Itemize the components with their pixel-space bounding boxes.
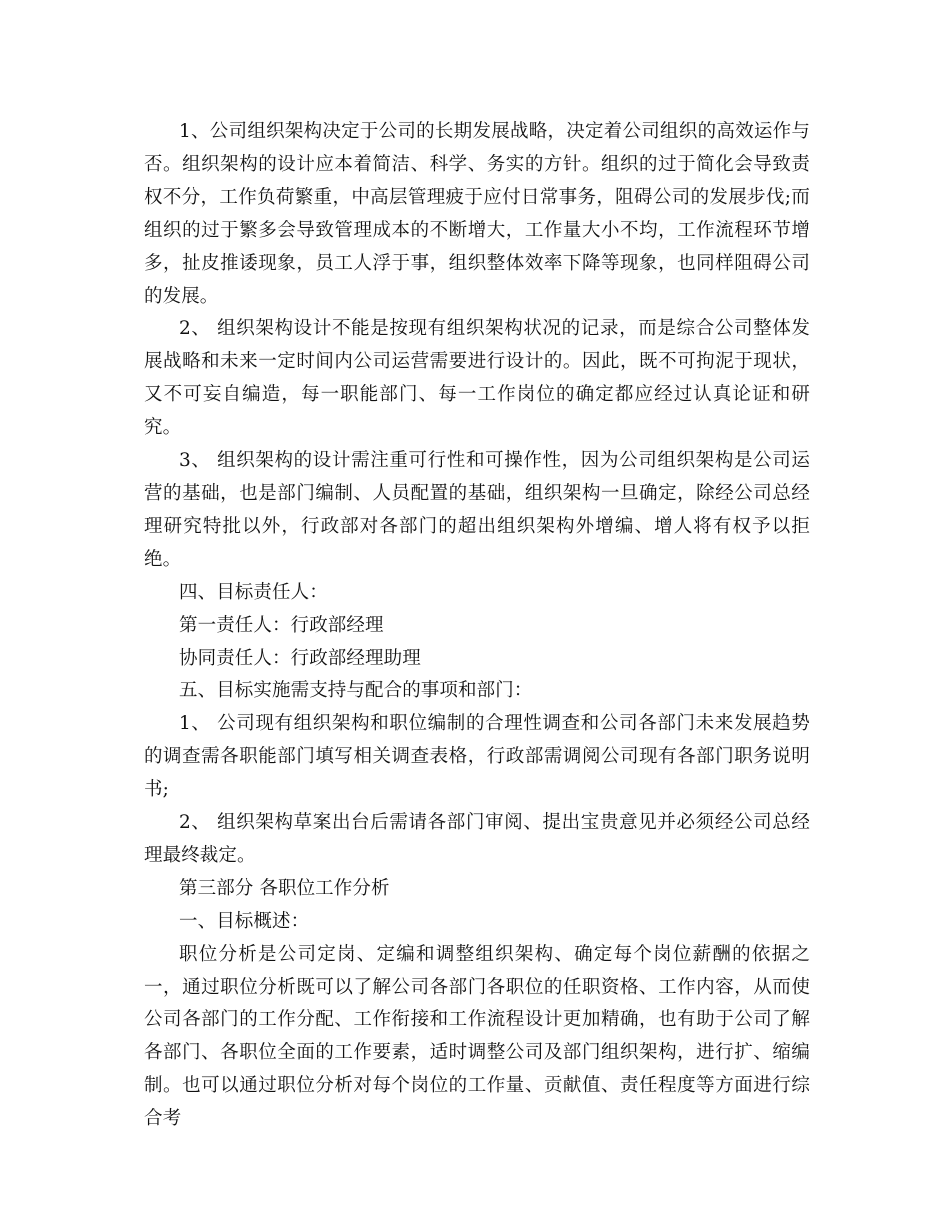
- paragraph-design-basis: 2、 组织架构设计不能是按现有组织架构状况的记录，而是综合公司整体发展战略和未来一定时间内公司运营需要进行设计的。因此，既不可拘泥于现状，又不可妄自编造，每一职能部门、每一工作岗位的确定都应经过认真论证和研究。: [144, 318, 810, 439]
- paragraph-org-strategy: 1、公司组织架构决定于公司的长期发展战略，决定着公司组织的高效运作与否。组织架构的设计应本着简洁、科学、务实的方针。组织的过于简化会导致责权不分，工作负荷繁重，中高层管理疲于应付日常事务，阻碍公司的发展步伐;而组织的过于繁多会导致管理成本的不断增大，工作量大小不均，工作流程环节增多，扯皮推诿现象，员工人浮于事，组织整体效率下降等现象，也同样阻碍公司的发展。: [144, 121, 810, 307]
- section-heading-responsible: 四、目标责任人：: [179, 581, 328, 603]
- first-responsible: 第一责任人：行政部经理: [179, 614, 384, 636]
- paragraph-draft-review: 2、 组织架构草案出台后需请各部门审阅、提出宝贵意见并必须经公司总经理最终裁定。: [144, 812, 810, 866]
- part-heading-job-analysis: 第三部分 各职位工作分析: [179, 877, 390, 899]
- co-responsible: 协同责任人：行政部经理助理: [179, 647, 421, 669]
- paragraph-feasibility: 3、 组织架构的设计需注重可行性和可操作性，因为公司组织架构是公司运营的基础，也是部门编制、人员配置的基础，组织架构一旦确定，除经公司总经理研究特批以外，行政部对各部门的超出组织架构外增编、增人将有权予以拒绝。: [144, 450, 810, 570]
- paragraph-survey: 1、 公司现有组织架构和职位编制的合理性调查和公司各部门未来发展趋势的调查需各职能部门填写相关调查表格，行政部需调阅公司现有各部门职务说明书;: [144, 713, 810, 801]
- section-heading-overview: 一、目标概述：: [179, 910, 310, 932]
- section-heading-support: 五、目标实施需支持与配合的事项和部门：: [179, 680, 533, 702]
- document-body: [144, 116, 810, 1136]
- paragraph-job-analysis: 职位分析是公司定岗、定编和调整组织架构、确定每个岗位薪酬的依据之一，通过职位分析既可以了解公司各部门各职位的任职资格、工作内容，从而使公司各部门的工作分配、工作衔接和工作流程设计更加精确，也有助于公司了解各部门、各职位全面的工作要素，适时调整公司及部门组织架构，进行扩、缩编制。也可以通过职位分析对每个岗位的工作量、贡献值、责任程度等方面进行综合考: [144, 943, 810, 1130]
